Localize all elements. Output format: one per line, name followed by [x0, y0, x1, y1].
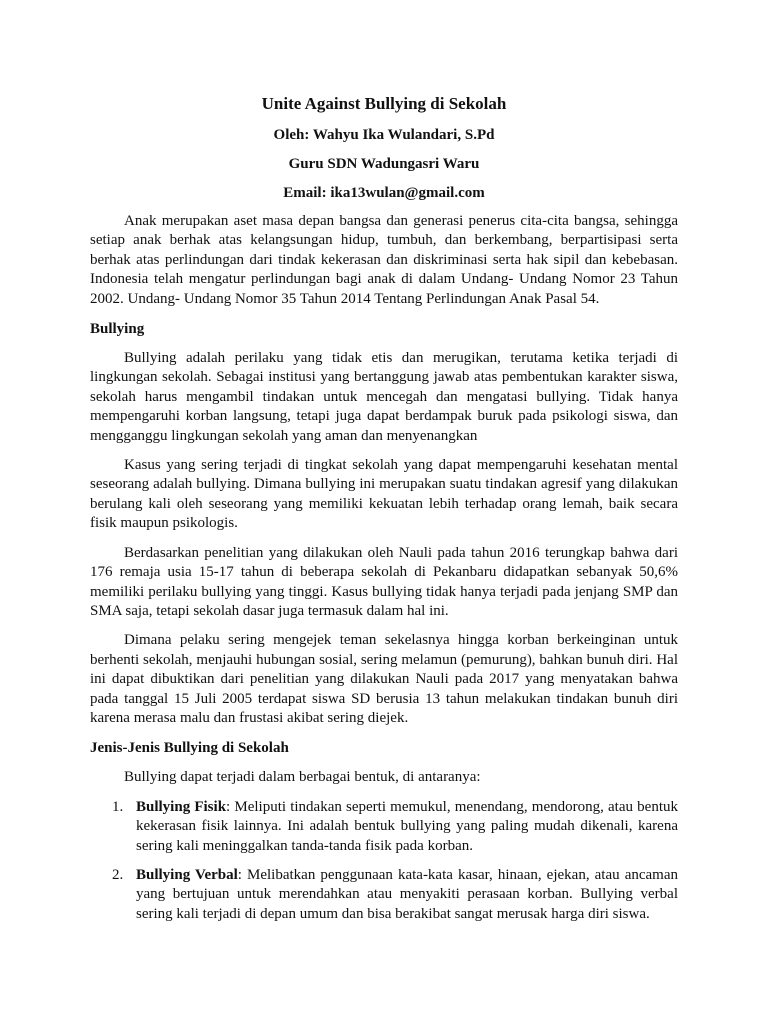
bullying-paragraph-2: Kasus yang sering terjadi di tingkat sekolah yang dapat mempengaruhi kesehatan mental seseorang adalah bullying. Dimana bullying ini merupakan suatu tindakan agresif yang dilakukan berulang kali oleh seseorang yang memiliki kekuatan lebih terhadap orang lemah, baik secara fisik maupun psikologis.: [90, 457, 678, 532]
intro-paragraph: Anak merupakan aset masa depan bangsa dan generasi penerus cita-cita bangsa, sehingga setiap anak berhak atas kelangsungan hidup, tumbuh, dan berkembang, berpartisipasi serta berhak atas perlindungan dari tindak kekerasan dan diskriminasi serta hak sipil dan kebebasan. Indonesia telah mengatur perlindungan bagi anak di dalam Undang- Undang Nomor 23 Tahun 2002. Undang- Undang Nomor 35 Tahun 2014 Tentang Perlindungan Anak Pasal 54.: [90, 213, 678, 307]
email-line: Email: ika13wulan@gmail.com: [283, 185, 485, 201]
author-line: Oleh: Wahyu Ika Wulandari, S.Pd: [273, 127, 495, 143]
affiliation-line: Guru SDN Wadungasri Waru: [288, 156, 480, 172]
bullying-paragraph-3: Berdasarkan penelitian yang dilakukan oleh Nauli pada tahun 2016 terungkap bahwa dari 176 remaja usia 15-17 tahun di beberapa sekolah di Pekanbaru didapatkan sebanyak 50,6% memiliki perilaku bullying yang tinggi. Kasus bullying tidak hanya terjadi pada jenjang SMP dan SMA saja, tetapi sekolah dasar juga termasuk dalam hal ini.: [90, 544, 678, 619]
list-item: [90, 798, 678, 856]
bullying-types-list: [90, 798, 678, 924]
list-item-number: 1.: [112, 798, 124, 815]
list-item-number: 2.: [112, 866, 124, 883]
bullying-paragraph-1: Bullying adalah perilaku yang tidak etis dan merugikan, terutama ketika terjadi di lingkungan sekolah. Sebagai institusi yang bertanggung jawab atas pembentukan karakter siswa, sekolah harus mengambil tindakan untuk mencegah dan mengatasi bullying. Tidak hanya mempengaruhi korban langsung, tetapi juga dapat berdampak buruk pada psikologi siswa, dan mengganggu lingkungan sekolah yang aman dan menyenangkan: [90, 350, 678, 444]
document-body: [90, 93, 678, 934]
list-item: [90, 866, 678, 924]
section-heading-bullying: Bullying: [90, 321, 145, 338]
list-item-text: : Melibatkan penggunaan kata-kata kasar, hinaan, ejekan, atau ancaman yang bertujuan untuk merendahkan atau menyakiti perasaan korban. Bullying verbal sering kali terjadi di depan umum dan bisa berakibat sangat merusak harga diri siswa.: [136, 866, 678, 922]
types-intro-paragraph: Bullying dapat terjadi dalam berbagai bentuk, di antaranya:: [124, 769, 481, 786]
section-heading-types: Jenis-Jenis Bullying di Sekolah: [90, 740, 289, 757]
list-item-term: Bullying Verbal: [136, 866, 238, 883]
list-item-term: Bullying Fisik: [136, 798, 227, 815]
bullying-paragraph-4: Dimana pelaku sering mengejek teman sekelasnya hingga korban berkeinginan untuk berhenti sekolah, menjauhi hubungan sosial, sering melamun (pemurung), bahkan bunuh diri. Hal ini dapat dibuktikan dari penelitian yang dilakukan Nauli pada 2017 yang menyatakan bahwa pada tanggal 15 Juli 2005 terdapat siswa SD berusia 13 tahun melakukan tindakan bunuh diri karena merasa malu dan frustasi akibat sering diejek.: [90, 632, 678, 726]
document-title: Unite Against Bullying di Sekolah: [261, 94, 507, 113]
list-item-text: : Meliputi tindakan seperti memukul, menendang, mendorong, atau bentuk kekerasan fisik lainnya. Ini adalah bentuk bullying yang paling mudah dikenali, karena sering kali meninggalkan tanda-tanda fisik pada korban.: [136, 798, 678, 854]
